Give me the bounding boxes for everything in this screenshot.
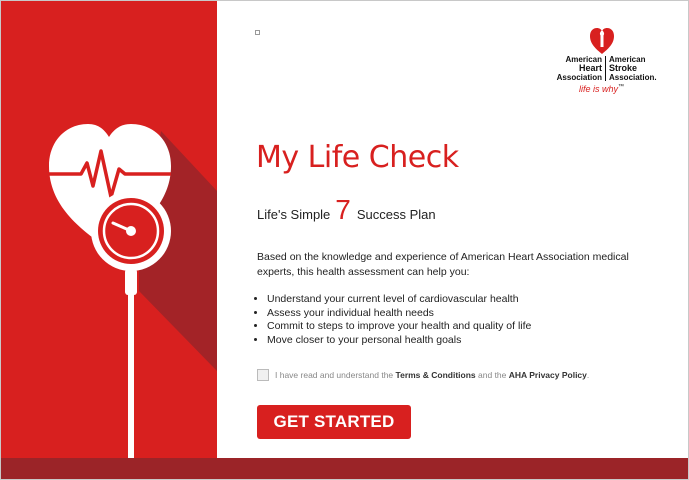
consent-suffix: . <box>586 370 590 380</box>
terms-link[interactable]: Terms & Conditions <box>395 370 476 380</box>
aha-asa-logo[interactable] <box>547 27 667 97</box>
logo-heart-association-text: American Heart Association <box>556 55 602 82</box>
gauge-pivot <box>126 226 136 236</box>
logo-tagline: life is why™ <box>579 84 625 94</box>
consent-middle: and the <box>478 370 507 380</box>
list-item: • Understand your current level of cardiovascular health <box>267 293 531 307</box>
page-title: My Life Check <box>256 140 459 175</box>
logo-divider <box>605 56 606 81</box>
subtitle-prefix: Life's Simple <box>257 207 331 222</box>
heart-torch-logo-icon <box>589 27 615 55</box>
privacy-link[interactable]: AHA Privacy Policy <box>508 370 587 380</box>
list-item: • Assess your individual health needs <box>267 307 531 321</box>
consent-prefix: I have read and understand the <box>275 370 394 380</box>
subtitle-suffix: Success Plan <box>356 207 436 222</box>
list-item: • Move closer to your personal health goals <box>267 334 531 348</box>
heart-stethoscope-illustration <box>1 1 217 458</box>
subtitle-number: 7 <box>335 194 351 225</box>
intro-text: Based on the knowledge and experience of American Heart Association medical experts, this health assessment can help you: <box>257 251 629 278</box>
page-subtitle <box>257 194 436 226</box>
tiny-placeholder-mark <box>255 30 260 35</box>
consent-checkbox[interactable] <box>257 369 269 381</box>
hero-panel <box>1 1 217 458</box>
get-started-button[interactable]: GET STARTED <box>257 405 411 439</box>
footer-band <box>1 458 689 480</box>
list-item: • Commit to steps to improve your health and quality of life <box>267 320 531 334</box>
benefits-list <box>257 293 531 347</box>
tube-connector <box>125 269 137 295</box>
logo-stroke-association-text: American Stroke Association. <box>609 55 657 82</box>
consent-row <box>257 369 589 381</box>
tube <box>128 293 134 458</box>
